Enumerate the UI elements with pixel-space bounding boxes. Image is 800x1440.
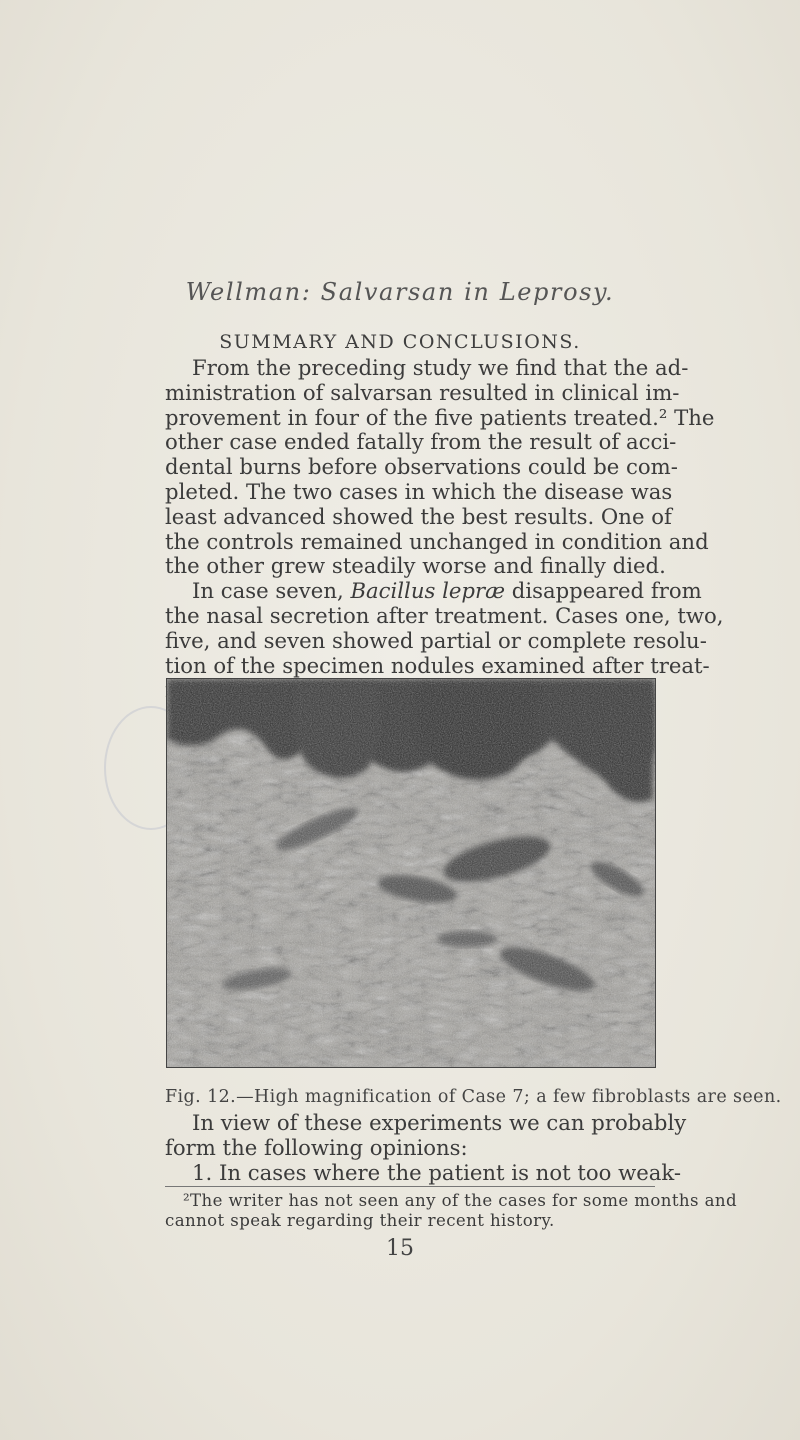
text-line: form the following opinions:: [165, 1134, 468, 1160]
text-line: dental burns before observations could be com-: [165, 454, 678, 480]
text-line: In view of these experiments we can probably: [192, 1110, 687, 1135]
text-line: the nasal secretion after treatment. Cases one, two,: [165, 602, 724, 628]
summary-paragraph: [165, 355, 724, 703]
text-line-with-italic: [165, 578, 702, 604]
text-run: disappeared from: [505, 578, 702, 604]
text-run: In case seven,: [192, 578, 351, 604]
text-line: five, and seven showed partial or complete resolu-: [165, 627, 707, 653]
text-line: provement in four of the five patients treated.² The: [165, 404, 715, 430]
footnote-line: cannot speak regarding their recent history.: [165, 1210, 555, 1230]
section-title: SUMMARY AND CONCLUSIONS.: [219, 331, 581, 353]
text-line: other case ended fatally from the result of acci-: [165, 429, 677, 455]
running-head: Wellman: Salvarsan in Leprosy.: [185, 278, 615, 306]
text-line: the controls remained unchanged in condition and: [165, 528, 709, 554]
italic-species-name: Bacillus lepræ: [350, 578, 506, 604]
text-line: ministration of salvarsan resulted in clinical im-: [165, 379, 680, 405]
footnote-line: ²The writer has not seen any of the cases for some months and: [183, 1191, 737, 1210]
micrograph-figure: [166, 678, 656, 1068]
opinions-paragraph: [165, 1110, 687, 1185]
footnote: [165, 1191, 737, 1230]
text-line: 1. In cases where the patient is not too weak-: [192, 1159, 682, 1185]
text-line: the other grew steadily worse and finally died.: [165, 553, 666, 579]
footnote-divider: [165, 1186, 655, 1187]
text-line: least advanced showed the best results. One of: [165, 503, 672, 529]
text-line: From the preceding study we find that the ad-: [192, 355, 689, 380]
page-number: 15: [386, 1236, 414, 1261]
micrograph-image: [167, 679, 655, 1067]
figure-caption: Fig. 12.—High magnification of Case 7; a few fibroblasts are seen.: [165, 1087, 782, 1107]
text-line: tion of the specimen nodules examined after treat-: [165, 652, 710, 678]
text-line: pleted. The two cases in which the disease was: [165, 478, 673, 504]
